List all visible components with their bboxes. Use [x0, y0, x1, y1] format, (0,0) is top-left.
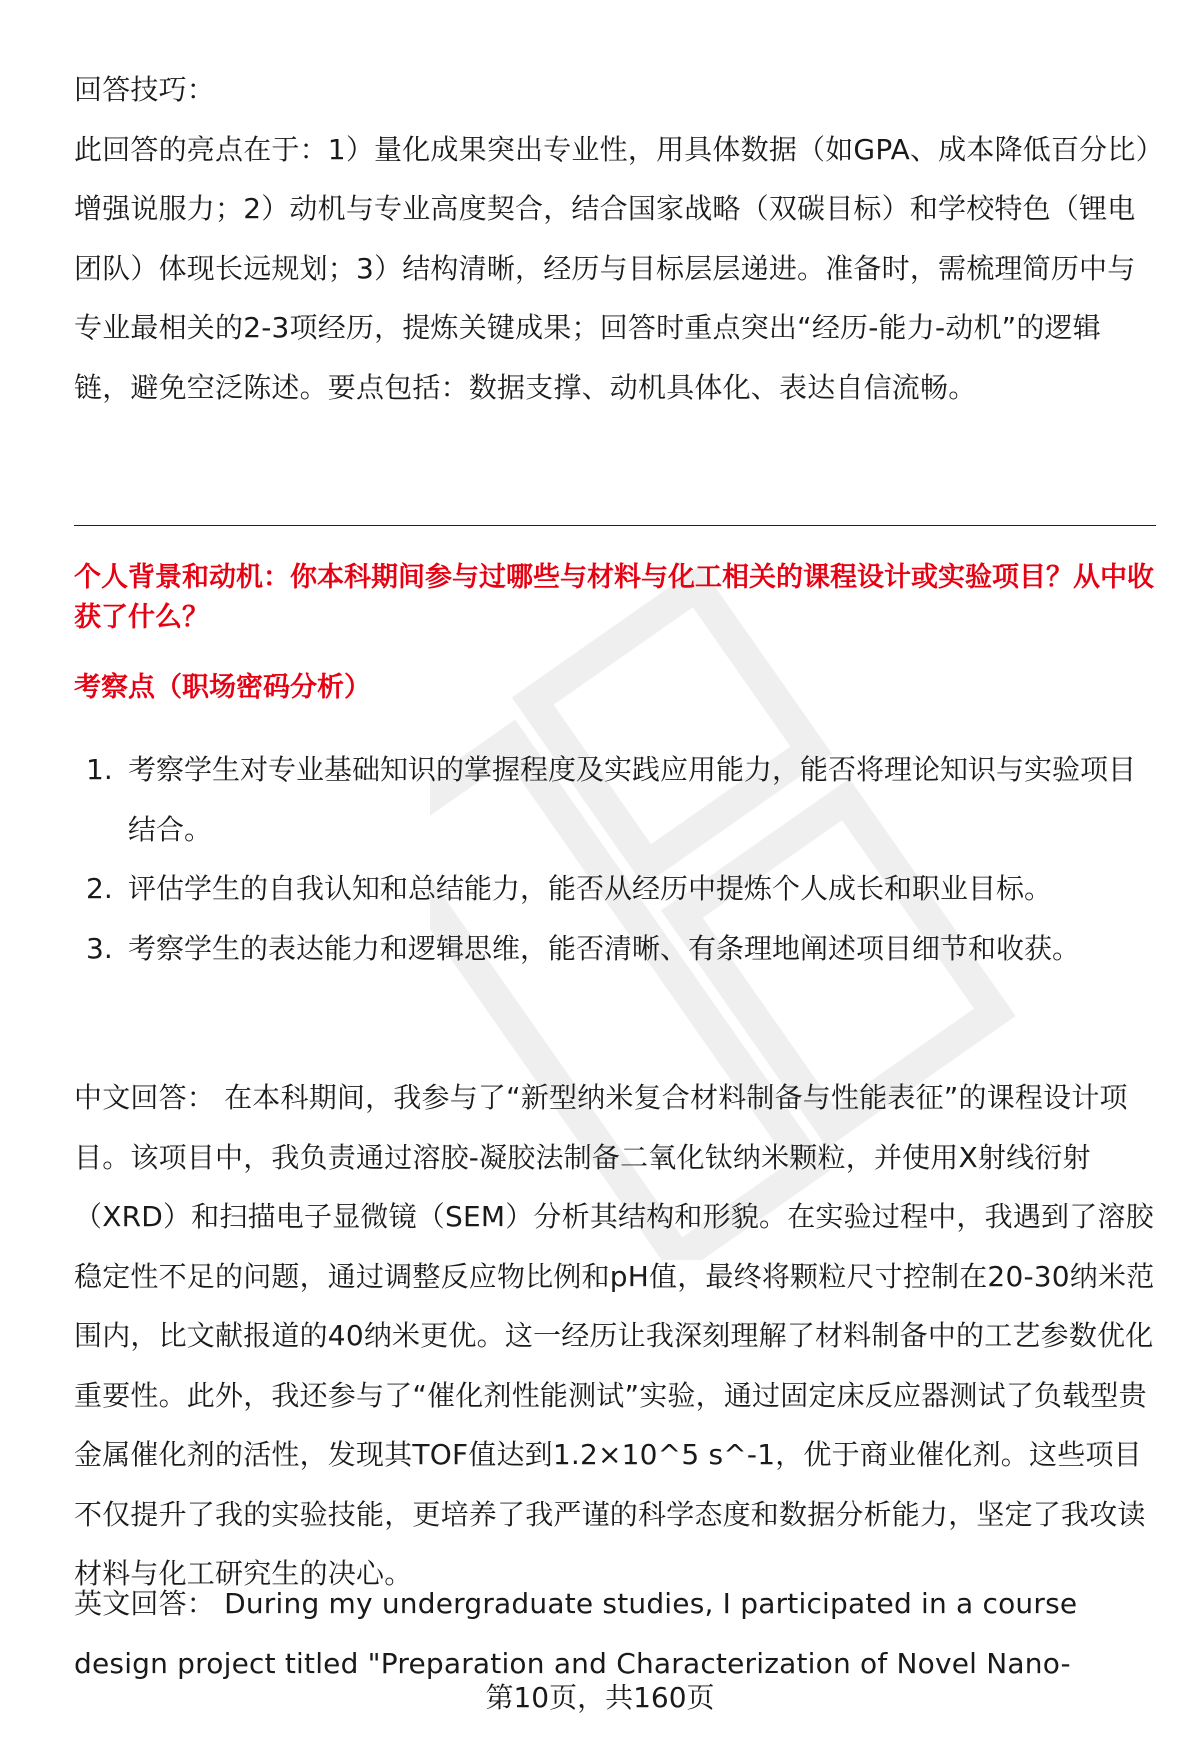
- list-item: [74, 919, 1154, 979]
- section-heading: 考察点（职场密码分析）: [74, 672, 371, 703]
- list-number: 3.: [86, 931, 113, 965]
- list-item: [74, 740, 1154, 859]
- tips-body: 此回答的亮点在于：1）量化成果突出专业性，用具体数据（如GPA、成本降低百分比）增强说服力；2）动机与专业高度契合，结合国家战略（双碳目标）和学校特色（锂电团队）体现长远规划；3）结构清晰，经历与目标层层递进。准备时，需梳理简历中与专业最相关的2-3项经历，提炼关键成果；回答时重点突出“经历-能力-动机”的逻辑链，避免空泛陈述。要点包括：数据支撑、动机具体化、表达自信流畅。: [74, 132, 1150, 404]
- divider: [74, 525, 1156, 526]
- chinese-answer: 中文回答： 在本科期间，我参与了“新型纳米复合材料制备与性能表征”的课程设计项目。该项目中，我负责通过溶胶-凝胶法制备二氧化钛纳米颗粒，并使用X射线衍射（XRD）和扫描电子显微镜（SEM）分析其结构和形貌。在实验过程中，我遇到了溶胶稳定性不足的问题，通过调整反应物比例和pH值，最终将颗粒尺寸控制在20-30纳米范围内，比文献报道的40纳米更优。这一经历让我深刻理解了材料制备中的工艺参数优化重要性。此外，我还参与了“催化剂性能测试”实验，通过固定床反应器测试了负载型贵金属催化剂的活性，发现其TOF值达到1.2×10^5 s^-1，优于商业催化剂。这些项目不仅提升了我的实验技能，更培养了我严谨的科学态度和数据分析能力，坚定了我攻读材料与化工研究生的决心。: [74, 1081, 1155, 1590]
- list-text: 考察学生的表达能力和逻辑思维，能否清晰、有条理地阐述项目细节和收获。: [128, 931, 1081, 965]
- question-heading: 个人背景和动机：你本科期间参与过哪些与材料与化工相关的课程设计或实验项目？从中收获了什么？: [74, 562, 1154, 633]
- list-number: 2.: [86, 872, 113, 905]
- list-text: 考察学生对专业基础知识的掌握程度及实践应用能力，能否将理论知识与实验项目结合。: [128, 753, 1137, 846]
- list-text: 评估学生的自我认知和总结能力，能否从经历中提炼个人成长和职业目标。: [128, 872, 1053, 905]
- list-item: [74, 859, 1154, 919]
- points-list: [74, 740, 1154, 978]
- english-answer: 英文回答： During my undergraduate studies, I participated in a course design project titled "Preparation and Characterization of Novel Nano-: [74, 1587, 1078, 1680]
- page-number: 第10页，共160页: [485, 1681, 715, 1714]
- list-number: 1.: [86, 753, 113, 786]
- tips-label: 回答技巧：: [74, 73, 216, 106]
